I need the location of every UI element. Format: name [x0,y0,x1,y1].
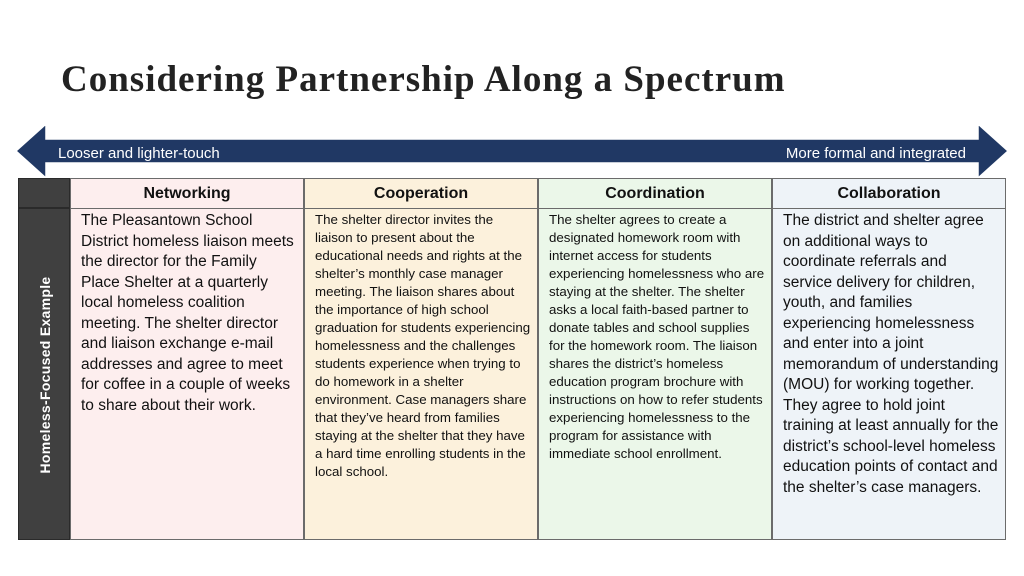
column-heading: Coordination [539,179,771,209]
column-coordination [538,178,772,540]
row-header-label: Homeless-Focused Example [37,276,53,474]
column-heading: Networking [71,179,303,209]
column-text: The Pleasantown School District homeless liaison meets the director for the Family Place Shelter at a quarterly local homeless coalition meeting. The shelter director and liaison exchange e-mail addresses and agree to meet for coffee in a couple of weeks to share about their work. [81,212,294,414]
column-text: The shelter director invites the liaison to present about the educational needs and rights at the shelter’s monthly case manager meeting. The liaison shares about the importance of high school graduation for students experiencing homelessness and the challenges students experience when trying to do homework in a shelter environment. Case managers share that they’ve heard from families staying at the shelter that they have a hard time enrolling students in the local school. [315,212,531,479]
partnership-table [18,178,1006,540]
column-heading: Cooperation [305,179,537,209]
spectrum-left-label: Looser and lighter-touch [58,145,220,162]
column-collaboration [772,178,1006,540]
column-heading: Collaboration [773,179,1005,209]
column-text: The shelter agrees to create a designated homework room with internet access for students experiencing homelessness who are staying at the shelter. The shelter asks a local faith-based partner to donate tables and school supplies for the homework room. The liaison shares the district’s homeless education program brochure with instructions on how to refer students experiencing homelessness to the program for assistance with immediate school enrollment. [549,212,765,461]
column-cooperation [304,178,538,540]
column-networking [70,178,304,540]
row-header [18,208,70,540]
page-title: Considering Partnership Along a Spectrum [61,59,786,100]
table-corner-cell [18,178,70,208]
spectrum-right-label: More formal and integrated [785,145,966,162]
column-text: The district and shelter agree on additional ways to coordinate referrals and service delivery for children, youth, and families experiencing homelessness and enter into a joint memorandum of understanding (MOU) for working together. They agree to hold joint training at least annually for the district’s school-level homeless education points of contact and the shelter’s case managers. [783,212,999,496]
